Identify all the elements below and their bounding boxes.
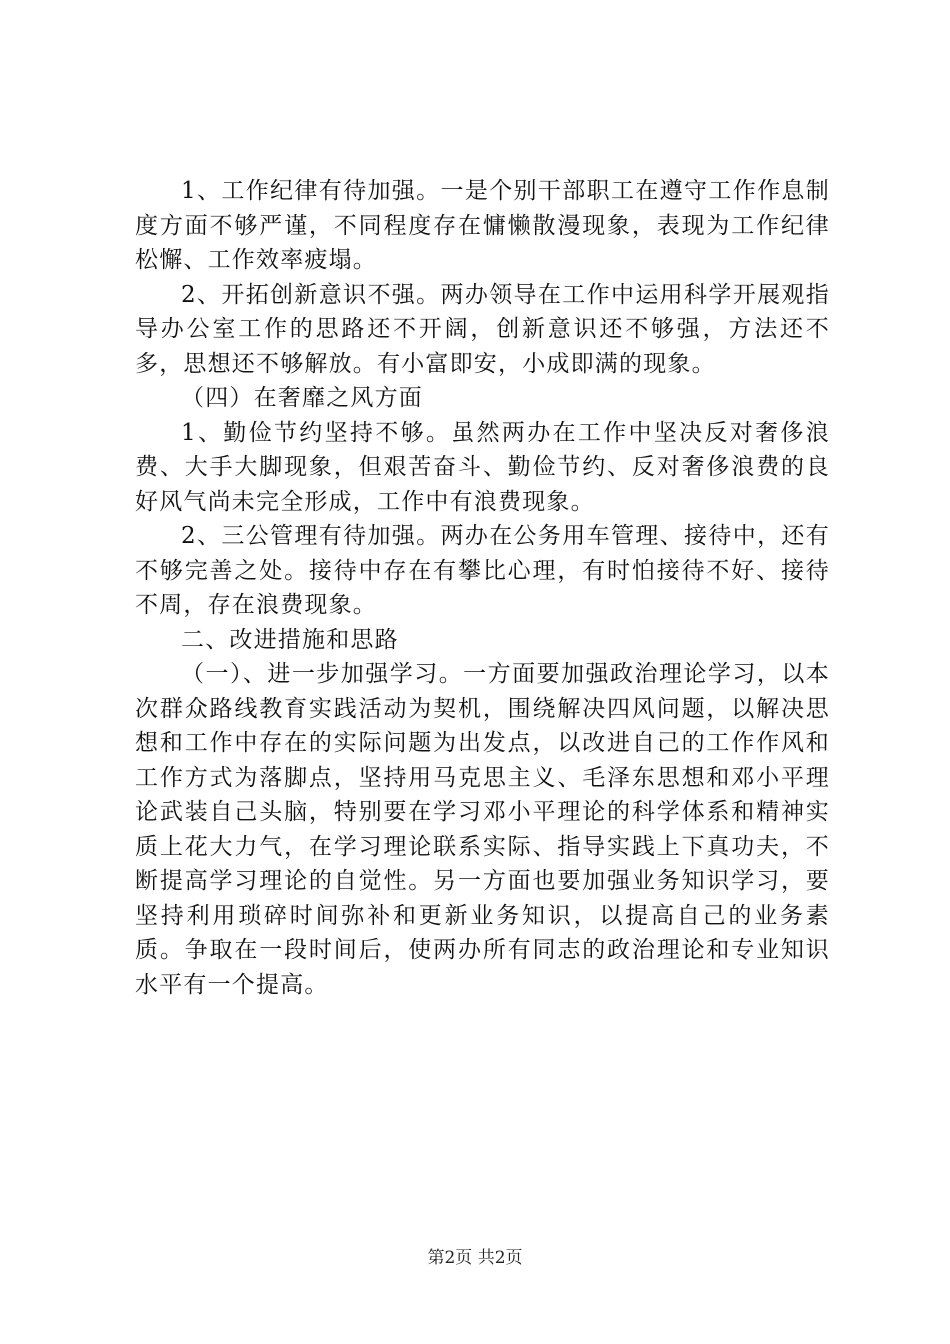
document-body xyxy=(135,174,830,1002)
paragraph-work-discipline: 1、工作纪律有待加强。一是个别干部职工在遵守工作作息制度方面不够严谨，不同程度存在慵懒散漫现象，表现为工作纪律松懈、工作效率疲塌。 xyxy=(135,178,830,273)
paragraph-innovation-awareness: 2、开拓创新意识不强。两办领导在工作中运用科学开展观指导办公室工作的思路还不开阔，创新意识还不够强，方法还不多，思想还不够解放。有小富即安，小成即满的现象。 xyxy=(135,281,830,377)
section-heading-extravagance: （四）在奢靡之风方面 xyxy=(181,385,423,411)
paragraph-frugality: 1、勤俭节约坚持不够。虽然两办在工作中坚决反对奢侈浪费、大手大脚现象，但艰苦奋斗、勤俭节约、反对奢侈浪费的良好风气尚未完全形成，工作中有浪费现象。 xyxy=(135,419,830,515)
section-heading-improvement-measures: 二、改进措施和思路 xyxy=(181,626,399,653)
paragraph-three-public-expenses: 2、三公管理有待加强。两办在公务用车管理、接待中，还有不够完善之处。接待中存在有攀比心理，有时怕接待不好、接待不周，存在浪费现象。 xyxy=(135,523,830,618)
page-number-footer: 第2页 共2页 xyxy=(427,1248,523,1268)
paragraph-strengthen-study: （一）、进一步加强学习。一方面要加强政治理论学习，以本次群众路线教育实践活动为契机，围绕解决四风问题，以解决思想和工作中存在的实际问题为出发点，以改进自己的工作作风和工作方式为落脚点，坚持用马克思主义、毛泽东思想和邓小平理论武装自己头脑，特别要在学习邓小平理论的科学体系和精神实质上花大力气，在学习理论联系实际、指导实践上下真功夫，不断提高学习理论的自觉性。另一方面也要加强业务知识学习，要坚持利用琐碎时间弥补和更新业务知识，以提高自己的业务素质。争取在一段时间后，使两办所有同志的政治理论和专业知识水平有一个提高。 xyxy=(135,661,830,998)
